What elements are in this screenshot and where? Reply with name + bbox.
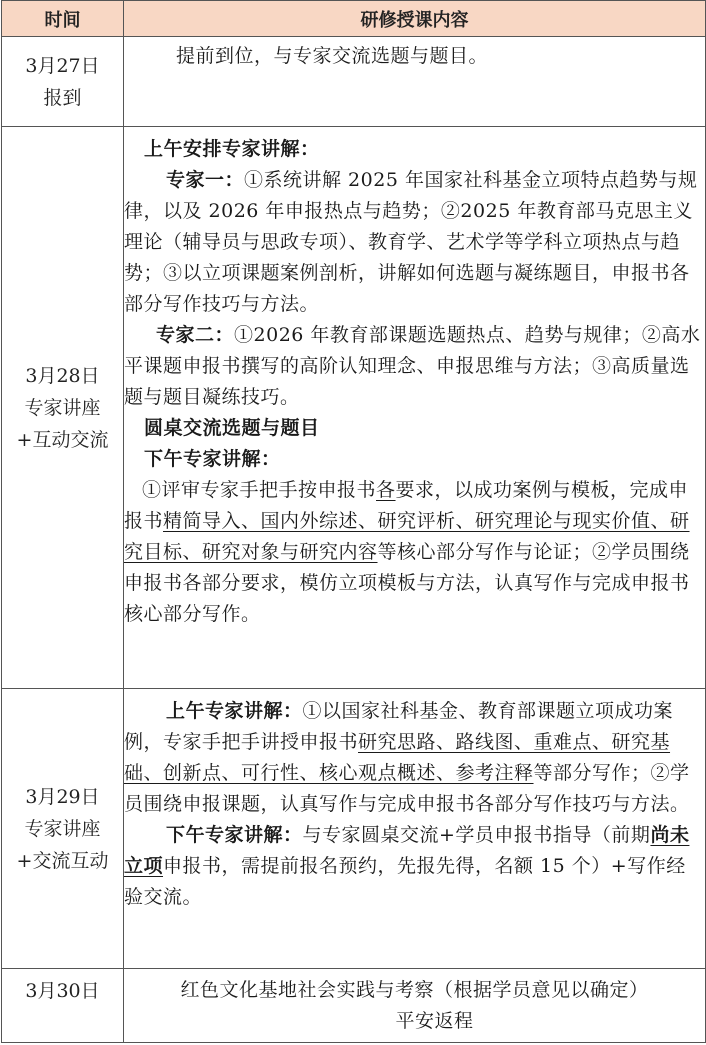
paragraph: [124, 820, 705, 913]
time-label: 专家讲座: [24, 817, 101, 840]
section-title: 上午专家讲解：: [166, 700, 303, 722]
section-title: 下午专家讲解：: [144, 448, 281, 470]
time-label: +交流互动: [16, 849, 109, 872]
table-row: [2, 969, 706, 1043]
paragraph-text: ①系统讲解 2025 年国家社科基金立项特点趋势与规律，以及 2026 年申报热点与趋势；②2025 年教育部马克思主义理论（辅导员与思政专项）、教育学、艺术学等学科立项热点与趋势；③以立项课题案例剖析，讲解如何选题与凝练题目，申报书各部分写作技巧与方法。: [124, 169, 698, 315]
header-row: [2, 1, 706, 37]
paragraph-text: 等核心部分写作与论证；②学员围绕申报书各部分要求，模仿立项模板与方法，认真写作与完成申报书核心部分写作。: [124, 541, 690, 625]
table-row: [2, 127, 706, 689]
paragraph-text: 与专家圆桌交流+学员申报书指导（前期: [302, 824, 651, 846]
content-line: 平安返程: [395, 1010, 474, 1032]
content-line: 提前到位，与专家交流选题与题目。: [176, 45, 489, 67]
underlined-text: 研究思路、路线图、重难点、研究基础、创新点、可行性、核心观点概述、参考注释: [124, 731, 671, 784]
paragraph-text: 申报书，需提前报名预约，先报先得，名额 15 个）+写作经验交流。: [124, 855, 686, 908]
time-label: 报到: [43, 86, 82, 109]
header-content: 研修授课内容: [124, 1, 706, 37]
time-label: +互动交流: [16, 428, 109, 451]
underlined-text: 各: [376, 479, 396, 501]
schedule-grid: [1, 0, 706, 1043]
paragraph-text: ①2026 年教育部课题选题热点、趋势与规律；②高水平课题申报书撰写的高阶认知理念、申报思维与方法；③高质量选题与题目凝练技巧。: [124, 324, 701, 408]
paragraph: [124, 475, 705, 630]
time-cell: [2, 969, 124, 1043]
content-cell: [124, 127, 706, 689]
date-text: 3月30日: [25, 980, 100, 1002]
paragraph: [124, 696, 705, 820]
section-title: 圆桌交流选题与题目: [144, 417, 320, 439]
table-row: [2, 689, 706, 969]
date-text: 3月29日: [25, 785, 100, 808]
expert-name: 专家一：: [166, 169, 245, 191]
content-cell: [124, 689, 706, 969]
time-cell: [2, 127, 124, 689]
paragraph-text: ①评审专家手把手按申报书: [142, 479, 377, 501]
paragraph-text: 等部分写作；②学员围绕申报课题，认真写作与完成申报书各部分写作技巧与方法。: [124, 762, 690, 815]
paragraph: [124, 165, 705, 320]
section-title: 上午安排专家讲解：: [144, 138, 320, 160]
content-cell: [124, 37, 706, 127]
table-row: [2, 37, 706, 127]
time-cell: [2, 689, 124, 969]
underlined-text: 尚未立项: [124, 824, 690, 877]
content-cell: [124, 969, 706, 1043]
underlined-text: 精简导入、国内外综述、研究评析、研究理论与现实价值、研究目标、研究对象与研究内容: [124, 510, 690, 563]
paragraph: [124, 320, 705, 413]
paragraph-text: 要求，以成功案例与模板，完成申报书: [124, 479, 689, 532]
paragraph-text: ①以国家社科基金、教育部课题立项成功案例，专家手把手讲授申报书: [124, 700, 674, 753]
date-text: 3月28日: [25, 364, 100, 387]
time-label: 专家讲座: [24, 396, 101, 419]
header-time: 时间: [2, 1, 124, 37]
section-title: 下午专家讲解：: [166, 824, 303, 846]
expert-name: 专家二：: [156, 324, 235, 346]
time-cell: [2, 37, 124, 127]
date-text: 3月27日: [25, 54, 100, 77]
content-line: 红色文化基地社会实践与考察（根据学员意见以确定）: [180, 979, 649, 1001]
